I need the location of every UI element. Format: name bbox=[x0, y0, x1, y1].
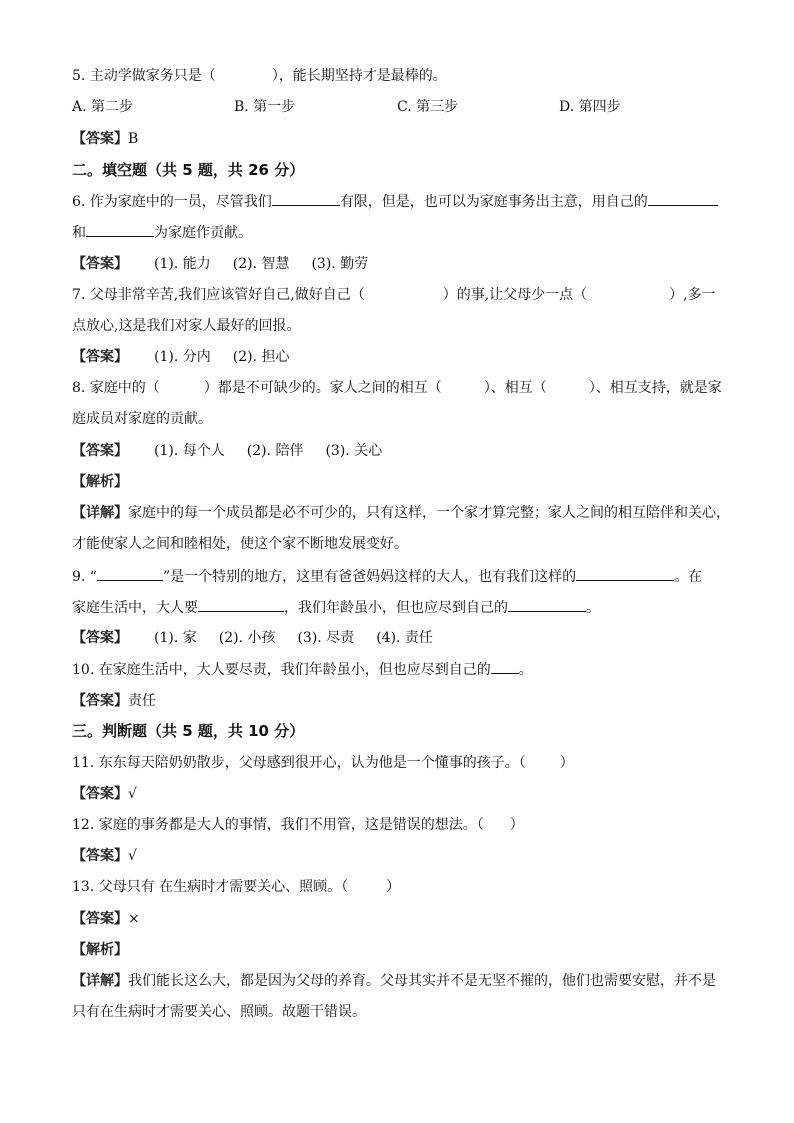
question-9-text: 。在 bbox=[674, 569, 703, 585]
answer-tag: 【答案】 bbox=[72, 630, 128, 646]
answer-item: (4). 责任 bbox=[376, 630, 433, 646]
question-9-text: ”是一个特别的地方，这里有爸爸妈妈这样的大人，也有我们这样的 bbox=[162, 569, 577, 585]
question-12-answer bbox=[72, 846, 137, 866]
question-8-analysis bbox=[72, 472, 128, 492]
question-9-text: 9. “ bbox=[72, 569, 97, 585]
answer-item: (2). 担心 bbox=[232, 349, 290, 365]
question-12-text: ） bbox=[509, 817, 524, 833]
question-5-answer bbox=[72, 129, 138, 149]
detail-text: 家庭中的每一个成员都是必不可少的，只有这样，一个家才算完整；家人之间的相互陪伴和关心， bbox=[128, 505, 730, 521]
question-5-options bbox=[72, 97, 732, 117]
question-11-answer bbox=[72, 784, 137, 804]
answer-value: √ bbox=[128, 786, 137, 802]
answer-value: √ bbox=[128, 848, 137, 864]
question-9-answer bbox=[72, 628, 455, 648]
answer-item: (2). 陪伴 bbox=[246, 443, 304, 459]
question-9-text: ，我们年龄虽小，但也应尽到自己的 bbox=[284, 600, 508, 616]
question-10-text: 10. 在家庭生活中，大人要尽责，我们年龄虽小，但也应尽到自己的 bbox=[72, 662, 491, 678]
fill-blank bbox=[648, 191, 718, 206]
option-b: B. 第一步 bbox=[234, 99, 296, 115]
question-5-text-end: ），能长期坚持才是最棒的。 bbox=[271, 68, 447, 84]
fill-blank bbox=[508, 597, 586, 612]
question-13 bbox=[72, 877, 400, 897]
question-8-detail-line-1 bbox=[72, 503, 730, 523]
answer-tag: 【答案】 bbox=[72, 786, 128, 802]
question-6-line-2 bbox=[72, 222, 252, 243]
answer-tag: 【答案】 bbox=[72, 349, 128, 365]
question-13-detail-line-1 bbox=[72, 971, 716, 991]
question-8-text: ）、相互（ bbox=[483, 380, 547, 396]
question-7-line-1 bbox=[72, 285, 716, 305]
question-6-text: 和 bbox=[72, 225, 86, 241]
question-6-text: 6. 作为家庭中的一员，尽管我们 bbox=[72, 194, 272, 210]
answer-item: (1). 家 bbox=[154, 630, 197, 646]
fill-blank bbox=[491, 659, 519, 674]
answer-item: (1). 每个人 bbox=[154, 443, 225, 459]
answer-tag: 【答案】 bbox=[72, 131, 128, 147]
question-10 bbox=[72, 659, 533, 680]
question-6-text: 有限，但是，也可以为家庭事务出主意，用自己的 bbox=[339, 194, 648, 210]
question-5-text-start: 5. 主动学做家务只是（ bbox=[72, 68, 216, 84]
answer-item: (1). 分内 bbox=[154, 349, 211, 365]
question-8-text: ）、相互支持，就是家 bbox=[588, 380, 722, 396]
analysis-tag: 【解析】 bbox=[72, 942, 128, 958]
question-5 bbox=[72, 66, 447, 86]
answer-tag: 【答案】 bbox=[72, 256, 128, 272]
question-11 bbox=[72, 753, 574, 773]
question-12 bbox=[72, 815, 524, 835]
detail-tag: 【详解】 bbox=[72, 505, 128, 521]
question-11-text: 11. 东东每天陪奶奶散步，父母感到很开心，认为他是一个懂事的孩子。（ bbox=[72, 755, 526, 771]
question-12-text: 12. 家庭的事务都是大人的事情，我们不用管，这是错误的想法。（ bbox=[72, 817, 484, 833]
question-10-text: 。 bbox=[518, 662, 533, 678]
question-13-detail-line-2: 只有在生病时才需要关心、照顾。故题干错误。 bbox=[72, 1004, 366, 1020]
answer-item: (3). 勤劳 bbox=[311, 256, 369, 272]
option-a: A. 第二步 bbox=[72, 99, 134, 115]
fill-blank bbox=[97, 566, 163, 581]
question-8-text: 8. 家庭中的（ bbox=[72, 380, 160, 396]
answer-value: 责任 bbox=[128, 693, 156, 709]
fill-blank bbox=[272, 191, 340, 206]
question-7-text: 7. 父母非常辛苦,我们应该管好自己,做好自己（ bbox=[72, 287, 365, 303]
answer-tag: 【答案】 bbox=[72, 848, 128, 864]
answer-item: (3). 关心 bbox=[325, 443, 383, 459]
question-7-line-2: 点放心,这是我们对家人最好的回报。 bbox=[72, 318, 301, 334]
question-6-line-1 bbox=[72, 191, 718, 212]
question-9-line-1 bbox=[72, 566, 702, 587]
detail-tag: 【详解】 bbox=[72, 973, 128, 989]
answer-item: (1). 能力 bbox=[154, 256, 211, 272]
section-2-title: 二。填空题（共 5 题，共 26 分） bbox=[72, 161, 305, 179]
question-6-text: 为家庭作贡献。 bbox=[154, 225, 252, 241]
option-d: D. 第四步 bbox=[559, 99, 621, 115]
answer-item: (2). 智慧 bbox=[232, 256, 290, 272]
question-7-text: ）,多一 bbox=[669, 287, 716, 303]
detail-text: 我们能长这么大，都是因为父母的养育。父母其实并不是无坚不摧的，他们也需要安慰，并不是 bbox=[128, 973, 716, 989]
question-13-text: 13. 父母只有 在生病时才需要关心、照顾。（ bbox=[72, 879, 349, 895]
analysis-tag: 【解析】 bbox=[72, 474, 128, 490]
question-8-text: ）都是不可缺少的。家人之间的相互（ bbox=[203, 380, 442, 396]
question-8-line-1 bbox=[72, 378, 722, 398]
question-9-text: 家庭生活中，大人要 bbox=[72, 600, 198, 616]
question-7-text: ）的事,让父母少一点（ bbox=[442, 287, 588, 303]
answer-tag: 【答案】 bbox=[72, 443, 128, 459]
question-13-answer bbox=[72, 909, 140, 929]
answer-value: × bbox=[128, 911, 140, 927]
question-9-line-2 bbox=[72, 597, 600, 618]
question-8-answer bbox=[72, 441, 404, 461]
question-10-answer bbox=[72, 691, 156, 711]
question-6-answer bbox=[72, 254, 390, 274]
question-9-text: 。 bbox=[586, 600, 600, 616]
answer-value: B bbox=[128, 131, 139, 147]
option-c: C. 第三步 bbox=[397, 99, 459, 115]
answer-tag: 【答案】 bbox=[72, 693, 128, 709]
fill-blank bbox=[198, 597, 284, 612]
answer-item: (3). 尽责 bbox=[297, 630, 355, 646]
fill-blank bbox=[86, 222, 154, 237]
question-8-detail-line-2: 才能使家人之间和睦相处，使这个家不断地发展变好。 bbox=[72, 536, 408, 552]
question-7-answer bbox=[72, 347, 311, 367]
question-8-line-2: 庭成员对家庭的贡献。 bbox=[72, 411, 212, 427]
answer-tag: 【答案】 bbox=[72, 911, 128, 927]
section-3-title: 三。判断题（共 5 题，共 10 分） bbox=[72, 722, 305, 740]
fill-blank bbox=[576, 566, 674, 581]
question-11-text: ） bbox=[559, 755, 574, 771]
question-13-text: ） bbox=[386, 879, 401, 895]
answer-item: (2). 小孩 bbox=[218, 630, 276, 646]
question-13-analysis bbox=[72, 940, 128, 960]
